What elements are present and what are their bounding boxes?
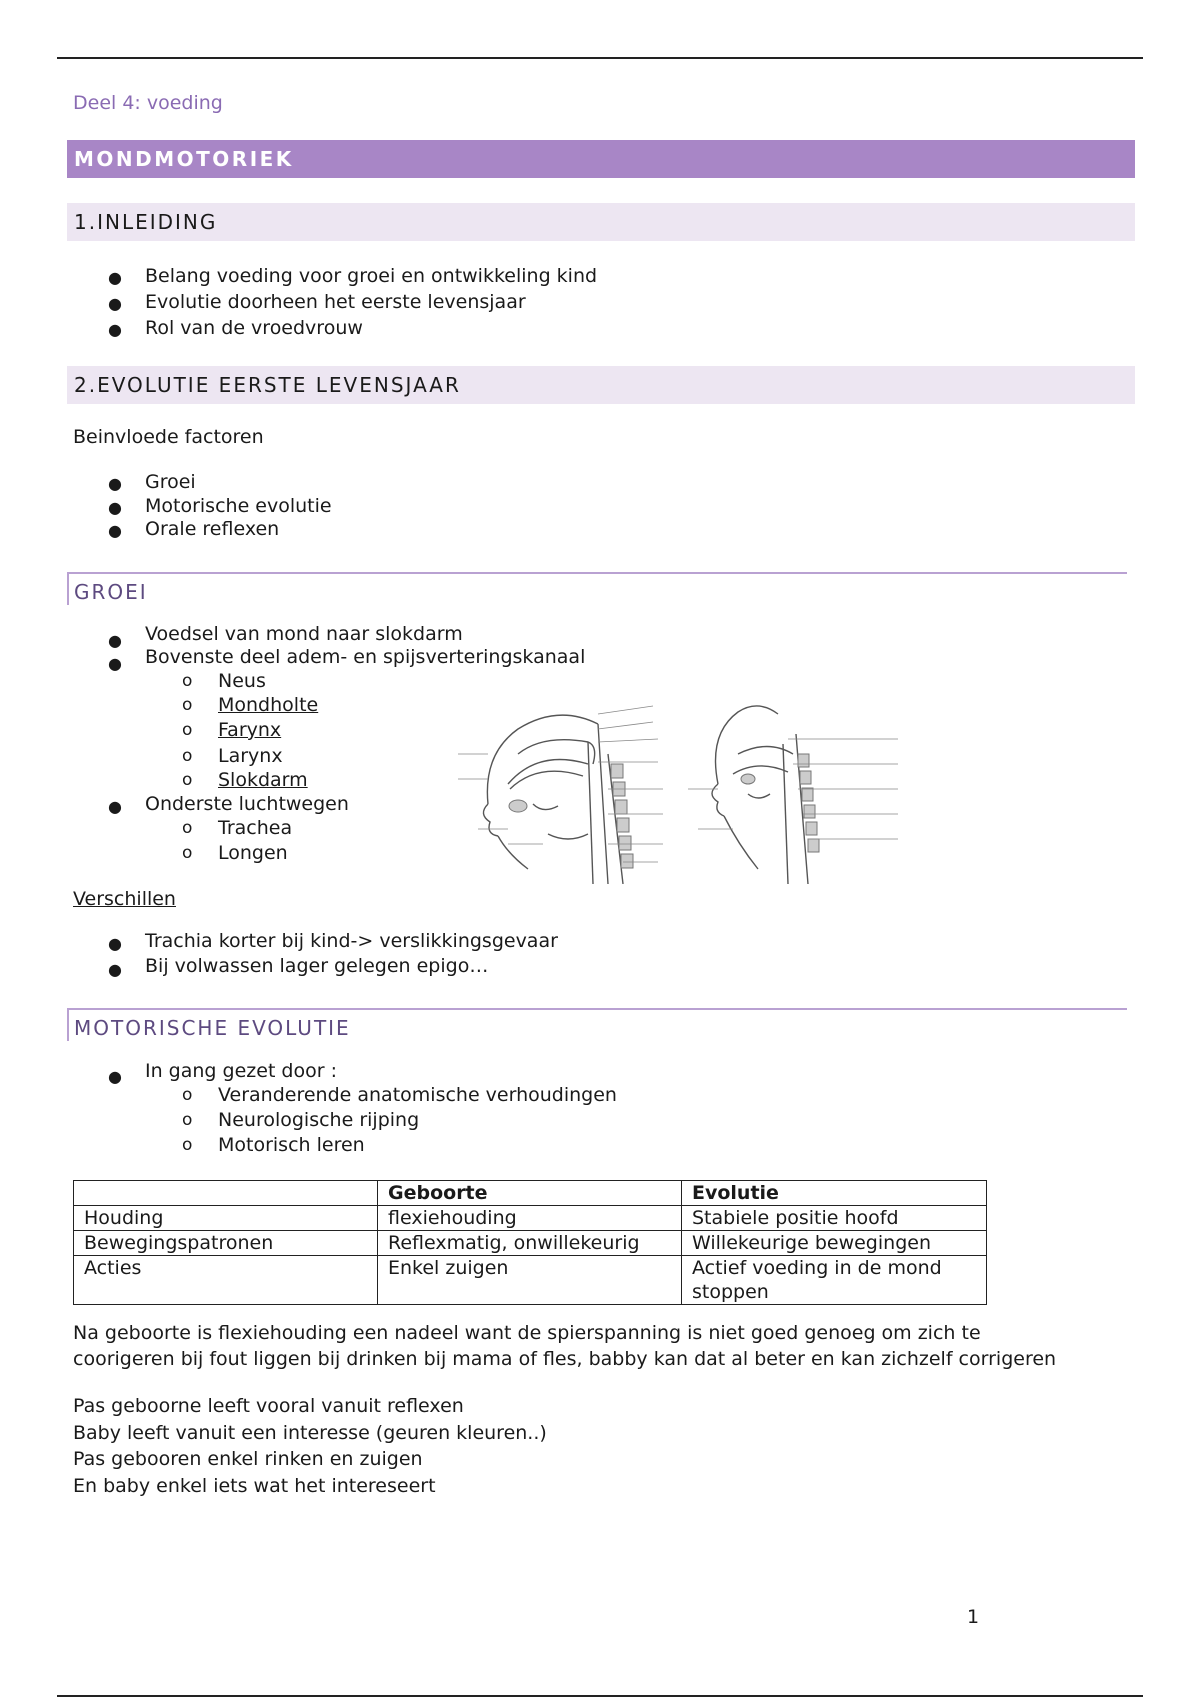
sub-bullet-icon: o — [182, 770, 193, 790]
sub-bullet-icon: o — [182, 1110, 193, 1130]
table-header-row — [74, 1181, 987, 1206]
list-item: Rol van de vroedvrouw — [145, 317, 363, 339]
bullet-icon: ● — [108, 294, 122, 313]
subsection-heading-motorisch: MOTORISCHE EVOLUTIE — [67, 1008, 1127, 1041]
section-heading-inleiding: 1.INLEIDING — [67, 203, 1135, 241]
table-row — [74, 1256, 987, 1305]
list-item: Evolutie doorheen het eerste levensjaar — [145, 291, 526, 313]
bullet-icon: ● — [108, 320, 122, 339]
table-header-cell: Evolutie — [682, 1181, 987, 1206]
list-item: Orale reflexen — [145, 518, 280, 540]
table-cell: flexiehouding — [378, 1206, 682, 1231]
intro-text: Beinvloede factoren — [73, 426, 264, 448]
list-item: Belang voeding voor groei en ontwikkeling kind — [145, 265, 598, 287]
list-item: Trachia korter bij kind-> verslikkingsgevaar — [145, 930, 558, 952]
sub-bullet-icon: o — [182, 1085, 193, 1105]
list-item: In gang gezet door : — [145, 1060, 337, 1082]
anatomy-diagram-icon — [448, 694, 908, 884]
list-item: Motorische evolutie — [145, 495, 332, 517]
table-cell: Acties — [74, 1256, 378, 1305]
bullet-icon: ● — [108, 1067, 122, 1086]
sub-bullet-icon: o — [182, 746, 193, 766]
page-number: 1 — [967, 1606, 980, 1628]
sub-list-item: Larynx — [218, 745, 283, 767]
comparison-table — [73, 1180, 987, 1305]
paragraph-line: Pas gebooren enkel rinken en zuigen — [73, 1448, 423, 1470]
table-cell: Willekeurige bewegingen — [682, 1231, 987, 1256]
bullet-icon: ● — [108, 654, 122, 673]
sub-bullet-icon: o — [182, 720, 193, 740]
sub-list-item: Veranderende anatomische verhoudingen — [218, 1084, 617, 1106]
verschillen-label: Verschillen — [73, 888, 176, 910]
table-cell: Enkel zuigen — [378, 1256, 682, 1305]
section-heading-evolutie: 2.EVOLUTIE EERSTE LEVENSJAAR — [67, 366, 1135, 404]
paragraph-line: En baby enkel iets wat het intereseert — [73, 1475, 436, 1497]
list-item: Groei — [145, 471, 196, 493]
bullet-icon: ● — [108, 797, 122, 816]
bullet-icon: ● — [108, 934, 122, 953]
bullet-icon: ● — [108, 521, 122, 540]
table-cell — [682, 1256, 987, 1305]
paragraph-line: Pas geboorne leeft vooral vanuit reflexen — [73, 1395, 464, 1417]
sub-list-item: Trachea — [218, 817, 293, 839]
sub-list-item: Mondholte — [218, 694, 319, 716]
sub-list-item: Motorisch leren — [218, 1134, 365, 1156]
sub-bullet-icon: o — [182, 695, 193, 715]
bullet-icon: ● — [108, 960, 122, 979]
table-header-cell: Geboorte — [378, 1181, 682, 1206]
table-cell: Houding — [74, 1206, 378, 1231]
table-cell: Bewegingspatronen — [74, 1231, 378, 1256]
chapter-banner: MONDMOTORIEK — [67, 140, 1135, 178]
table-cell: Reflexmatig, onwillekeurig — [378, 1231, 682, 1256]
sub-bullet-icon: o — [182, 671, 193, 691]
subsection-heading-groei: GROEI — [67, 572, 1127, 605]
bottom-rule — [57, 1695, 1143, 1697]
list-item: Bovenste deel adem- en spijsverteringskanaal — [145, 646, 586, 668]
bullet-icon: ● — [108, 474, 122, 493]
bullet-icon: ● — [108, 631, 122, 650]
paragraph-line: coorigeren bij fout liggen bij drinken bij mama of fles, babby kan dat al beter en kan zichzelf corrigeren — [73, 1348, 1057, 1370]
sub-list-item: Longen — [218, 842, 288, 864]
bullet-icon: ● — [108, 268, 122, 287]
table-row — [74, 1231, 987, 1256]
document-header: Deel 4: voeding — [73, 92, 223, 114]
table-row — [74, 1206, 987, 1231]
sub-list-item: Slokdarm — [218, 769, 308, 791]
sub-list-item: Farynx — [218, 719, 282, 741]
table-cell-line: stoppen — [692, 1281, 769, 1303]
list-item: Onderste luchtwegen — [145, 793, 349, 815]
bullet-icon: ● — [108, 498, 122, 517]
sub-bullet-icon: o — [182, 843, 193, 863]
sub-list-item: Neus — [218, 670, 266, 692]
paragraph-line: Na geboorte is flexiehouding een nadeel want de spierspanning is niet goed genoeg om zich te — [73, 1322, 981, 1344]
paragraph-line: Baby leeft vanuit een interesse (geuren kleuren..) — [73, 1422, 547, 1444]
table-cell: Stabiele positie hoofd — [682, 1206, 987, 1231]
sub-list-item: Neurologische rijping — [218, 1109, 420, 1131]
list-item: Voedsel van mond naar slokdarm — [145, 623, 463, 645]
list-item: Bij volwassen lager gelegen epigo… — [145, 955, 489, 977]
sub-bullet-icon: o — [182, 818, 193, 838]
sub-bullet-icon: o — [182, 1135, 193, 1155]
table-cell-line: Actief voeding in de mond — [692, 1257, 942, 1279]
table-header-cell — [74, 1181, 378, 1206]
top-rule — [57, 57, 1143, 59]
